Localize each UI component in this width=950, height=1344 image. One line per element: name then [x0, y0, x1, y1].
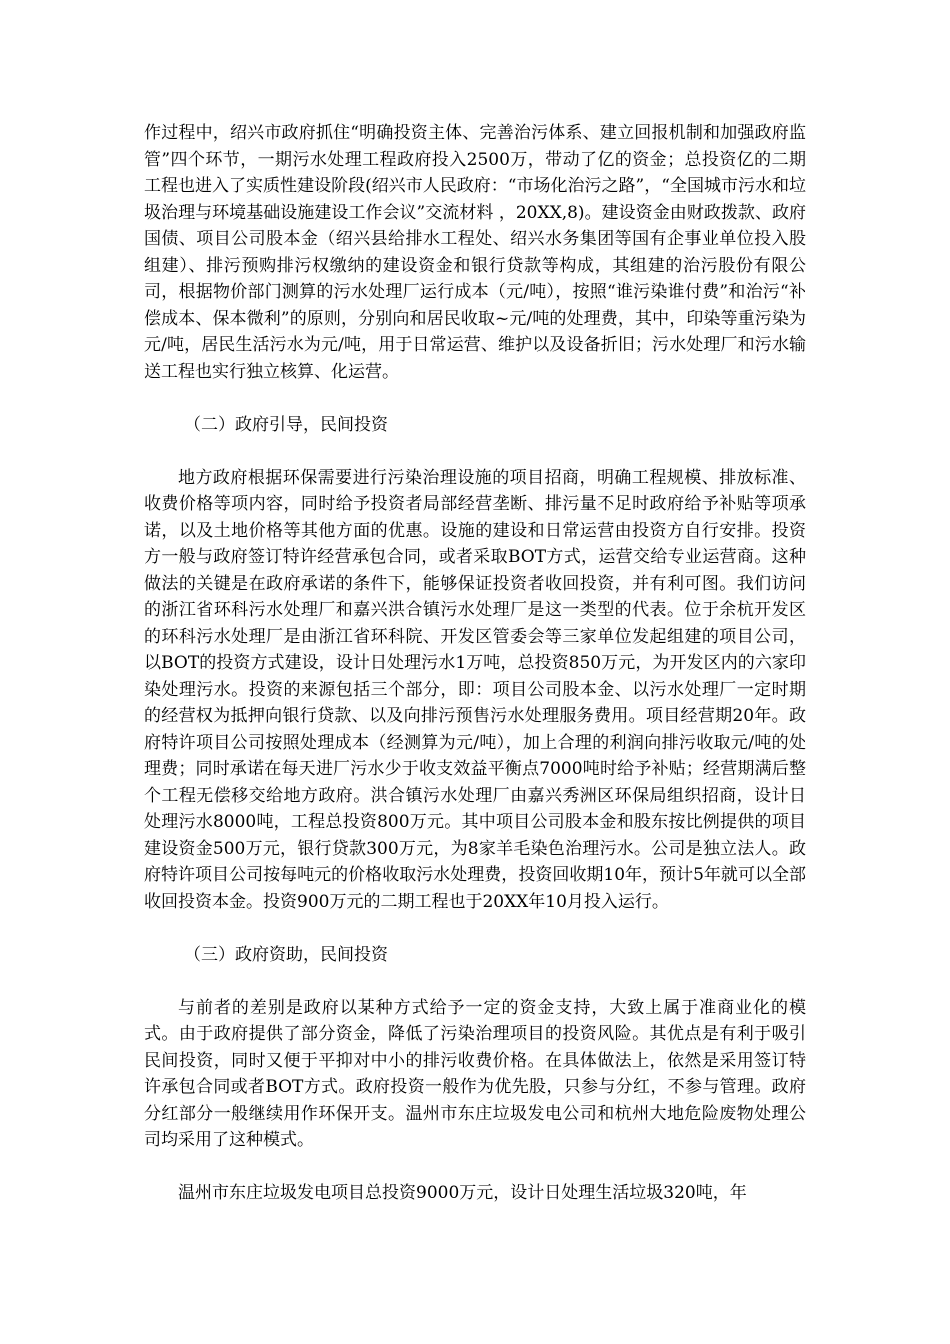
paragraph-continuation: 作过程中，绍兴市政府抓住“明确投资主体、完善治污体系、建立回报机制和加强政府监管”四个环节，一期污水处理工程政府投入2500万，带动了亿的资金；总投资亿的二期工程也进入了实质性建设阶段(绍兴市人民政府：“市场化治污之路”，“全国城市污水和垃圾治理与环境基础设施建设工作会议”交流材料 ，20XX,8)。建设资金由财政拨款、政府国债、项目公司股本金（绍兴县给排水工程处、绍兴水务集团等国有企事业单位投入股组建）、排污预购排污权缴纳的建设资金和银行贷款等构成，其组建的治污股份有限公司，根据物价部门测算的污水处理厂运行成本（元/吨），按照“谁污染谁付费”和治污“补偿成本、保本微利”的原则，分别向和居民收取~元/吨的处理费，其中，印染等重污染为元/吨，居民生活污水为元/吨，用于日常运营、维护以及设备折旧；污水处理厂和污水输送工程也实行独立核算、化运营。: [144, 123, 806, 382]
section-heading-2: （二）政府引导，民间投资: [184, 414, 388, 435]
paragraph-spacer: [144, 1154, 806, 1181]
paragraph-spacer: [144, 915, 806, 942]
paragraph-spacer: [144, 968, 806, 995]
paragraph-spacer: [144, 385, 806, 412]
paragraph-government-guidance: 地方政府根据环保需要进行污染治理设施的项目招商，明确工程规模、排放标准、收费价格等项内容，同时给予投资者局部经营垄断、排污量不足时政府给予补贴等项承诺，以及土地价格等其他方面的优惠。设施的建设和日常运营由投资方自行安排。投资方一般与政府签订特许经营承包合同，或者采取BOT方式，运营交给专业运营商。这种做法的关键是在政府承诺的条件下，能够保证投资者收回投资，并有利可图。我们访问的浙江省环科污水处理厂和嘉兴洪合镇污水处理厂是这一类型的代表。位于余杭开发区的环科污水处理厂是由浙江省环科院、开发区管委会等三家单位发起组建的项目公司，以BOT的投资方式建设，设计日处理污水1万吨，总投资850万元，为开发区内的六家印染处理污水。投资的来源包括三个部分，即：项目公司股本金、以污水处理厂一定时期的经营权为抵押向银行贷款、以及向排污预售污水处理服务费用。项目经营期20年。政府特许项目公司按照处理成本（经测算为元/吨），加上合理的利润向排污收取元/吨的处理费；同时承诺在每天进厂污水少于收支效益平衡点7000吨时给予补贴；经营期满后整个工程无偿移交给地方政府。洪合镇污水处理厂由嘉兴秀洲区环保局组织招商，设计日处理污水8000吨，工程总投资800万元。其中项目公司股本金和股东按比例提供的项目建设资金500万元，银行贷款300万元，为8家羊毛染色治理污水。公司是独立法人。政府特许项目公司按每吨元的价格收取污水处理费，投资回收期10年，预计5年就可以全部收回投资本金。投资900万元的二期工程也于20XX年10月投入运行。: [144, 467, 806, 912]
document-body: [144, 120, 806, 1207]
section-heading-3: （三）政府资助，民间投资: [184, 944, 388, 965]
paragraph-government-funding: 与前者的差别是政府以某种方式给予一定的资金支持，大致上属于准商业化的模式。由于政府提供了部分资金，降低了污染治理项目的投资风险。其优点是有利于吸引民间投资，同时又便于平抑对中小的排污收费价格。在具体做法上，依然是采用签订特许承包合同或者BOT方式。政府投资一般作为优先股，只参与分红，不参与管理。政府分红部分一般继续用作环保开支。温州市东庄垃圾发电公司和杭州大地危险废物处理公司均采用了这种模式。: [144, 997, 806, 1150]
paragraph-wenzhou-project: 温州市东庄垃圾发电项目总投资9000万元，设计日处理生活垃圾320吨，年: [178, 1183, 747, 1203]
paragraph-spacer: [144, 438, 806, 465]
